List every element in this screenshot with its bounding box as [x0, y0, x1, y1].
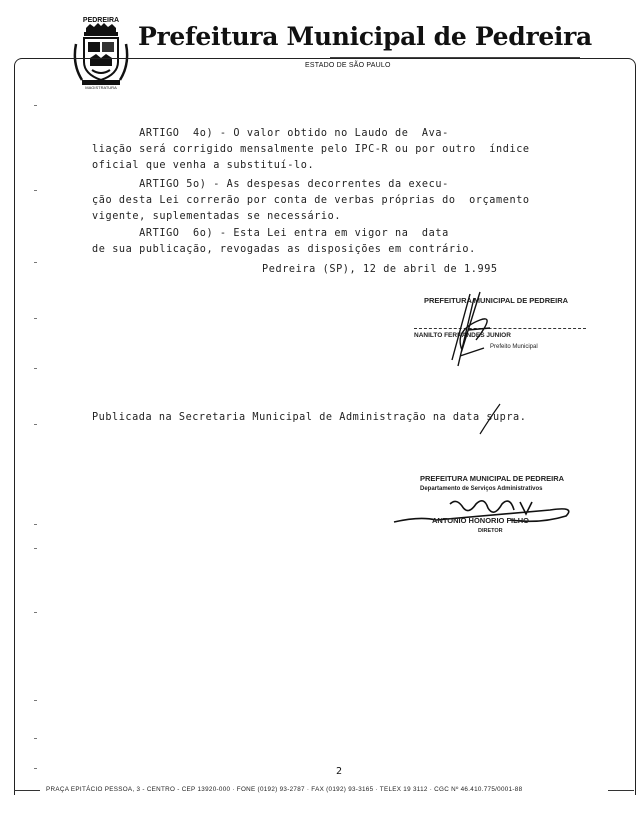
date-line: Pedreira (SP), 12 de abril de 1.995 [262, 264, 498, 275]
page-number: 2 [336, 766, 343, 777]
margin-mark [34, 768, 37, 769]
footer-rule-left [14, 790, 40, 791]
article-5-paragraph: ARTIGO 5o) - As despesas decorrentes da execu- ção desta Lei correrão por conta de verbas próprias do orçamento vigente, suplementadas se necessário. [92, 179, 530, 222]
margin-mark [34, 424, 37, 425]
stamp-2-department: Departamento de Serviços Administrativos [420, 486, 543, 492]
footer-rule-right [608, 790, 634, 791]
margin-mark [34, 612, 37, 613]
svg-text:PEDREIRA: PEDREIRA [82, 17, 120, 24]
page-title: Prefeitura Municipal de Pedreira [138, 22, 592, 51]
stamp-2-role: DIRETOR [478, 528, 503, 534]
margin-mark [34, 524, 37, 525]
margin-mark [34, 318, 37, 319]
margin-mark [34, 548, 37, 549]
publication-note: Publicada na Secretaria Municipal de Administração na data supra. [92, 412, 527, 423]
margin-mark [34, 190, 37, 191]
page-subtitle: ESTADO DE SÃO PAULO [305, 62, 391, 69]
svg-text:MAGISTRATURA: MAGISTRATURA [85, 85, 117, 90]
article-6-paragraph: ARTIGO 6o) - Esta Lei entra em vigor na data de sua publicação, revogadas as disposições em contrário. [92, 228, 476, 255]
stamp-1-header: PREFEITURA MUNICIPAL DE PEDREIRA [424, 296, 569, 305]
stamp-2-name: ANTONIO HONORIO FILHO [432, 516, 529, 525]
article-4-paragraph: ARTIGO 4o) - O valor obtido no Laudo de Ava- liação será corrigido mensalmente pelo IPC-R ou por outro índice oficial que venha a substituí-lo. [92, 128, 530, 171]
margin-mark [34, 700, 37, 701]
margin-mark [34, 262, 37, 263]
stamp-1-role: Prefeito Municipal [490, 344, 538, 350]
stamp-1-name: NANILTO FERNANDES JUNIOR [414, 332, 511, 339]
signature-1-scribble [440, 290, 500, 370]
stamp-2-header: PREFEITURA MUNICIPAL DE PEDREIRA [420, 474, 565, 483]
footer-address: PRAÇA EPITÁCIO PESSOA, 3 - CENTRO - CEP 13920-000 · FONE (0192) 93-2787 · FAX (0192) 93-3165 · TELEX 19 3112 · CGC Nº 46.410.775/0001-88 [46, 786, 523, 793]
publication-mark-scribble [470, 402, 510, 436]
margin-mark [34, 105, 37, 106]
margin-mark [34, 738, 37, 739]
margin-mark [34, 368, 37, 369]
